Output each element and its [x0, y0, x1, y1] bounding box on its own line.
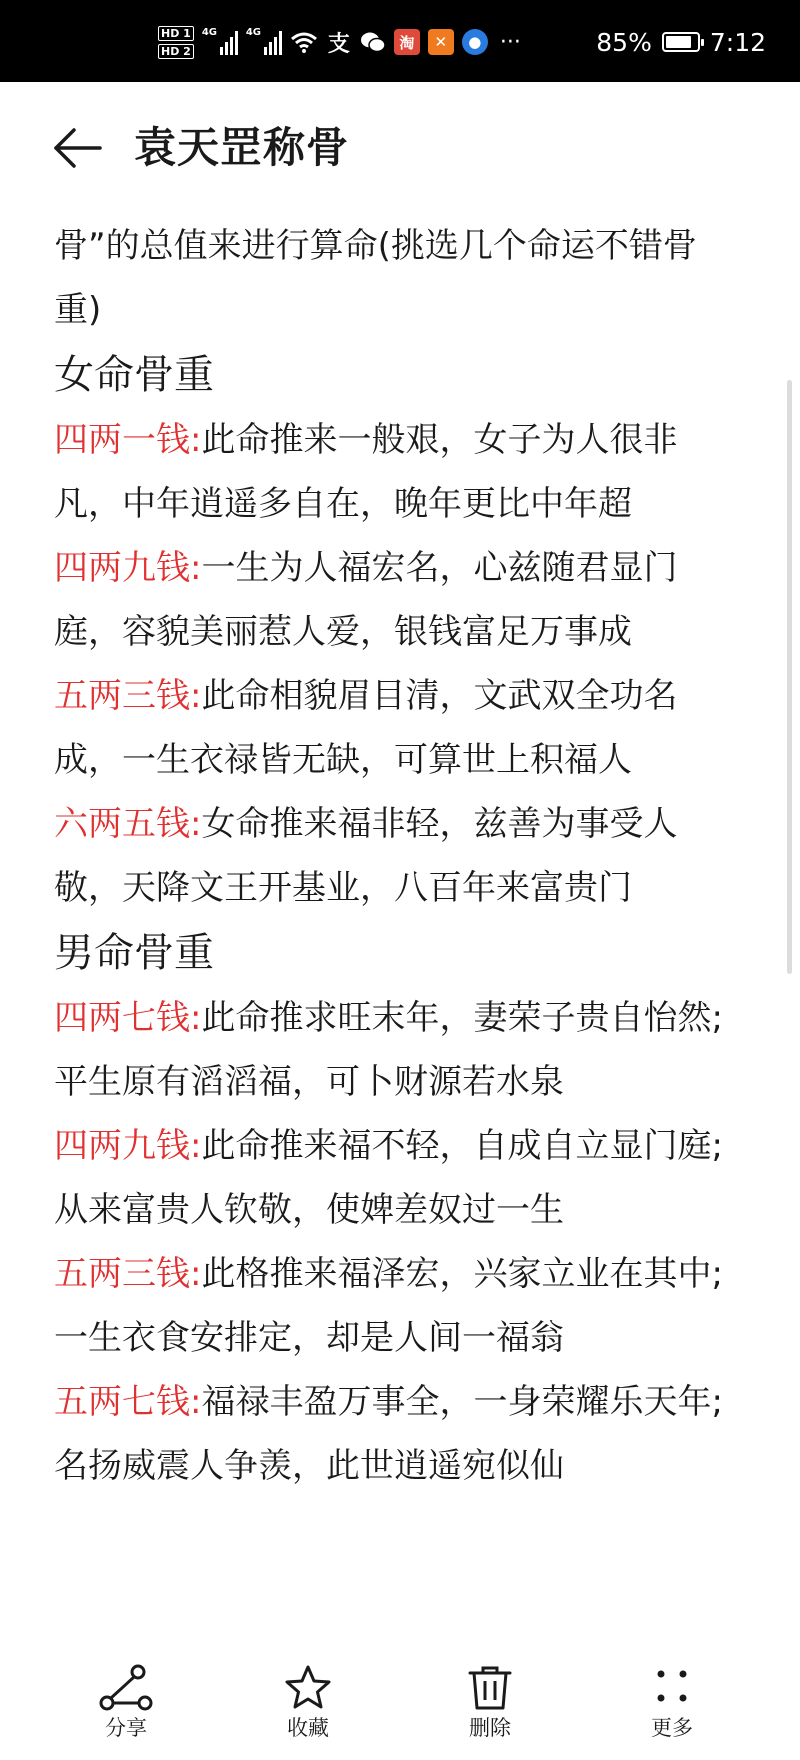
entry-weight: 五两三钱:	[54, 1254, 202, 1294]
page-title: 袁天罡称骨	[134, 123, 350, 172]
entry-item	[54, 664, 744, 792]
trash-icon	[462, 1664, 518, 1712]
entry-text: 此命推来福不轻，自成自立显门庭;从来富贵人钦敬，使婢差奴过一生	[54, 1126, 723, 1230]
star-icon	[280, 1664, 336, 1712]
scrollbar[interactable]	[787, 380, 792, 974]
favorite-button[interactable]	[248, 1664, 368, 1742]
share-button[interactable]	[66, 1664, 186, 1742]
entry-item	[54, 986, 744, 1114]
app-orange-icon: ✕	[428, 29, 454, 55]
entry-weight: 五两七钱:	[54, 1382, 202, 1422]
entry-item	[54, 792, 744, 920]
wechat-icon	[360, 30, 386, 54]
entry-text: 一生为人福宏名，心兹随君显门庭，容貌美丽惹人爱，银钱富足万事成	[54, 548, 678, 652]
signal-icon	[202, 29, 238, 55]
entry-text: 福禄丰盈万事全，一身荣耀乐天年;名扬威震人争羡，此世逍遥宛似仙	[54, 1382, 723, 1486]
entry-text: 此命推求旺末年，妻荣子贵自怡然;平生原有滔滔福，可卜财源若水泉	[54, 998, 723, 1102]
entry-weight: 五两三钱:	[54, 676, 202, 716]
battery-fill	[666, 36, 692, 48]
entry-text: 此格推来福泽宏，兴家立业在其中;一生衣食安排定，却是人间一福翁	[54, 1254, 723, 1358]
entry-item	[54, 1114, 744, 1242]
entry-weight: 四两七钱:	[54, 998, 202, 1038]
more-dots-icon	[644, 1664, 700, 1712]
entry-text: 女命推来福非轻，兹善为事受人敬，天降文王开基业，八百年来富贵门	[54, 804, 678, 908]
entry-weight: 四两九钱:	[54, 548, 202, 588]
signal-icon-2	[246, 29, 282, 55]
more-label: 更多	[651, 1716, 693, 1740]
taobao-icon: 淘	[394, 29, 420, 55]
wifi-icon	[290, 31, 318, 53]
entry-item	[54, 1370, 744, 1498]
entry-text: 此命相貌眉目清，文武双全功名成，一生衣禄皆无缺，可算世上积福人	[54, 676, 678, 780]
battery-icon	[662, 32, 700, 52]
share-label: 分享	[105, 1716, 147, 1740]
net2-label: 4G	[245, 27, 261, 38]
sim1-label: HD 1	[158, 26, 194, 41]
bottom-action-bar	[0, 1650, 800, 1760]
entry-item	[54, 408, 744, 536]
net1-label: 4G	[201, 27, 217, 38]
entry-weight: 四两九钱:	[54, 1126, 202, 1166]
entry-text: 此命推来一般艰，女子为人很非凡，中年逍遥多自在，晚年更比中年超	[54, 420, 678, 524]
share-icon	[98, 1664, 154, 1712]
more-button[interactable]	[612, 1664, 732, 1742]
intro-paragraph: 骨”的总值来进行算命(挑选几个命运不错骨重)	[54, 226, 697, 330]
app-header	[0, 82, 800, 212]
battery-percent: 85%	[596, 27, 652, 57]
status-left	[158, 22, 521, 62]
clock: 7:12	[709, 27, 766, 57]
entry-item	[54, 1242, 744, 1370]
delete-button[interactable]	[430, 1664, 550, 1742]
sim-indicators	[158, 26, 194, 59]
entry-item	[54, 536, 744, 664]
section-heading-female: 女命骨重	[54, 352, 214, 398]
more-status-icon: ···	[499, 29, 521, 55]
back-arrow-icon[interactable]	[50, 120, 106, 176]
entry-weight: 四两一钱:	[54, 420, 202, 460]
note-content	[54, 214, 744, 1498]
status-right	[596, 26, 766, 58]
favorite-label: 收藏	[287, 1716, 329, 1740]
alipay-icon: 支	[327, 31, 350, 57]
status-bar	[0, 0, 800, 82]
delete-label: 删除	[469, 1716, 511, 1740]
sim2-label: HD 2	[158, 44, 194, 59]
entry-weight: 六两五钱:	[54, 804, 202, 844]
app-blue-icon: ●	[462, 29, 488, 55]
section-heading-male: 男命骨重	[54, 930, 214, 976]
